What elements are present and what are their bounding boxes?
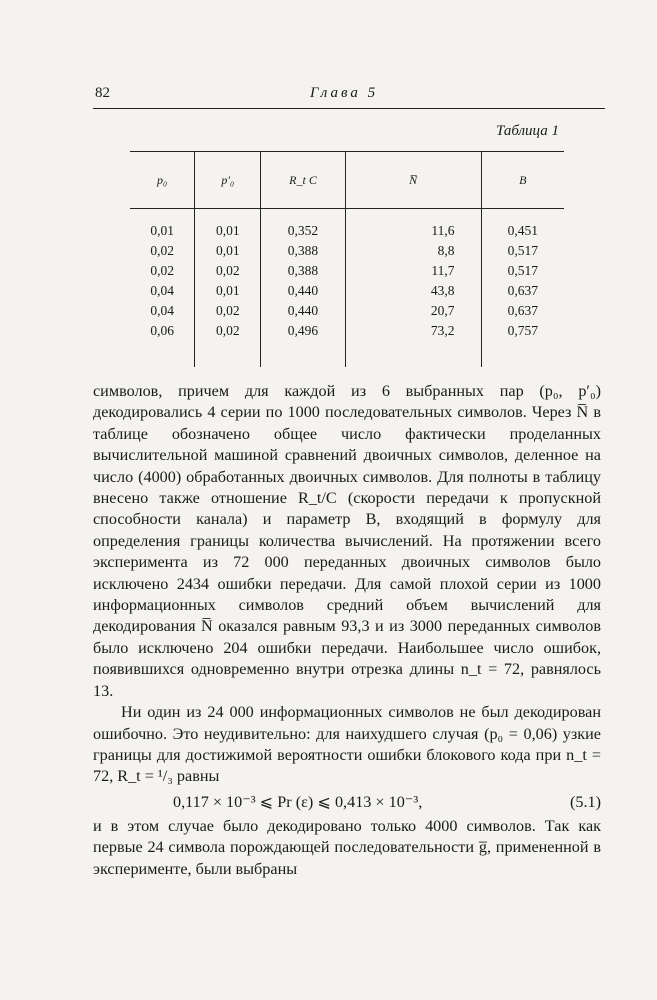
table-row bbox=[130, 281, 564, 301]
table-header-row bbox=[130, 152, 564, 209]
table-cell: 0,388 bbox=[261, 241, 345, 261]
table-cell: 0,06 bbox=[150, 323, 174, 338]
table-cell: 0,02 bbox=[195, 261, 261, 281]
table-row bbox=[130, 261, 564, 281]
table-cell: 0,517 bbox=[481, 241, 564, 261]
table-cell: 20,7 bbox=[345, 301, 481, 321]
table-caption: Таблица 1 bbox=[496, 123, 559, 139]
paragraph: Ни один из 24 000 информационных символов не был декодирован ошибочно. Это неудивительно: для наихудшего случая (p₀ = 0,06) узкие границы для достижимой вероятности ошибки блокового кода при n_t = 72, R_t = ¹/₃ равны bbox=[93, 703, 601, 786]
header-rule bbox=[93, 108, 605, 109]
table-row bbox=[130, 321, 564, 341]
column-header: N̅ bbox=[345, 152, 481, 209]
table-cell: 0,01 bbox=[195, 281, 261, 301]
table-row bbox=[130, 241, 564, 261]
formula-expression: 0,117 × 10⁻³ ⩽ Pr (ε) ⩽ 0,413 × 10⁻³, bbox=[173, 792, 423, 811]
table-cell: 0,01 bbox=[195, 241, 261, 261]
table-cell: 0,02 bbox=[195, 301, 261, 321]
table-cell: 0,388 bbox=[261, 261, 345, 281]
table-cell: 0,02 bbox=[150, 263, 174, 278]
column-header: p₀ bbox=[130, 152, 195, 209]
table-cell: 0,637 bbox=[481, 301, 564, 321]
table-cell: 0,02 bbox=[195, 321, 261, 341]
equation-number: (5.1) bbox=[569, 792, 601, 811]
chapter-title: Глава 5 bbox=[310, 85, 379, 101]
column-header: p′₀ bbox=[195, 152, 261, 209]
table-cell: 11,6 bbox=[345, 209, 481, 242]
table-cell: 0,451 bbox=[481, 209, 564, 242]
table-cell: 0,496 bbox=[261, 321, 345, 341]
column-header: B bbox=[481, 152, 564, 209]
paragraph: и в этом случае было декодировано только 4000 символов. Так как первые 24 символа порождающей последовательности g̅, примененной в эксперименте, были выбраны bbox=[93, 816, 601, 878]
table-row bbox=[130, 301, 564, 321]
body-text bbox=[93, 381, 601, 880]
table-cell: 0,757 bbox=[481, 321, 564, 341]
table-cell: 0,04 bbox=[150, 303, 174, 318]
table-cell: 0,637 bbox=[481, 281, 564, 301]
table-cell: 43,8 bbox=[345, 281, 481, 301]
table-cell: 0,01 bbox=[195, 209, 261, 242]
table-cell: 11,7 bbox=[345, 261, 481, 281]
page-number: 82 bbox=[95, 85, 110, 101]
table-spacer-row bbox=[130, 341, 564, 367]
table-row bbox=[130, 209, 564, 242]
table-cell: 0,440 bbox=[261, 301, 345, 321]
table-cell: 0,440 bbox=[261, 281, 345, 301]
table-cell: 73,2 bbox=[345, 321, 481, 341]
formula bbox=[93, 788, 601, 816]
results-table bbox=[130, 151, 564, 367]
column-header: R_t C bbox=[261, 152, 345, 209]
paragraph: символов, причем для каждой из 6 выбранных пар (p₀, p′₀) декодировались 4 серии по 1000 последовательных символов. Через N̅ в таблице обозначено общее число фактически проделанных вычислительной машиной сравнений двоичных символов, деленное на число (4000) обработанных двоичных символов. Для полноты в таблицу внесено также отношение R_t/C (скорости передачи к пропускной способности канала) и параметр B, входящий в формулу для определения границы количества вычислений. На протяжении всего эксперимента из 72 000 переданных двоичных символов было исключено 2434 ошибки передачи. Для самой плохой серии из 1000 информационных символов средний объем вычислений для декодирования N̅ оказался равным 93,3 и из 3000 переданных символов было исключено 204 ошибки передачи. Наибольшее число ошибок, появившихся одновременно внутри отрезка длины n_t = 72, равнялось 13. bbox=[93, 382, 601, 700]
table-cell: 0,352 bbox=[261, 209, 345, 242]
table-cell: 0,04 bbox=[150, 283, 174, 298]
table-cell: 0,517 bbox=[481, 261, 564, 281]
table-cell: 0,01 bbox=[150, 223, 174, 238]
table-cell: 8,8 bbox=[345, 241, 481, 261]
table-cell: 0,02 bbox=[150, 243, 174, 258]
